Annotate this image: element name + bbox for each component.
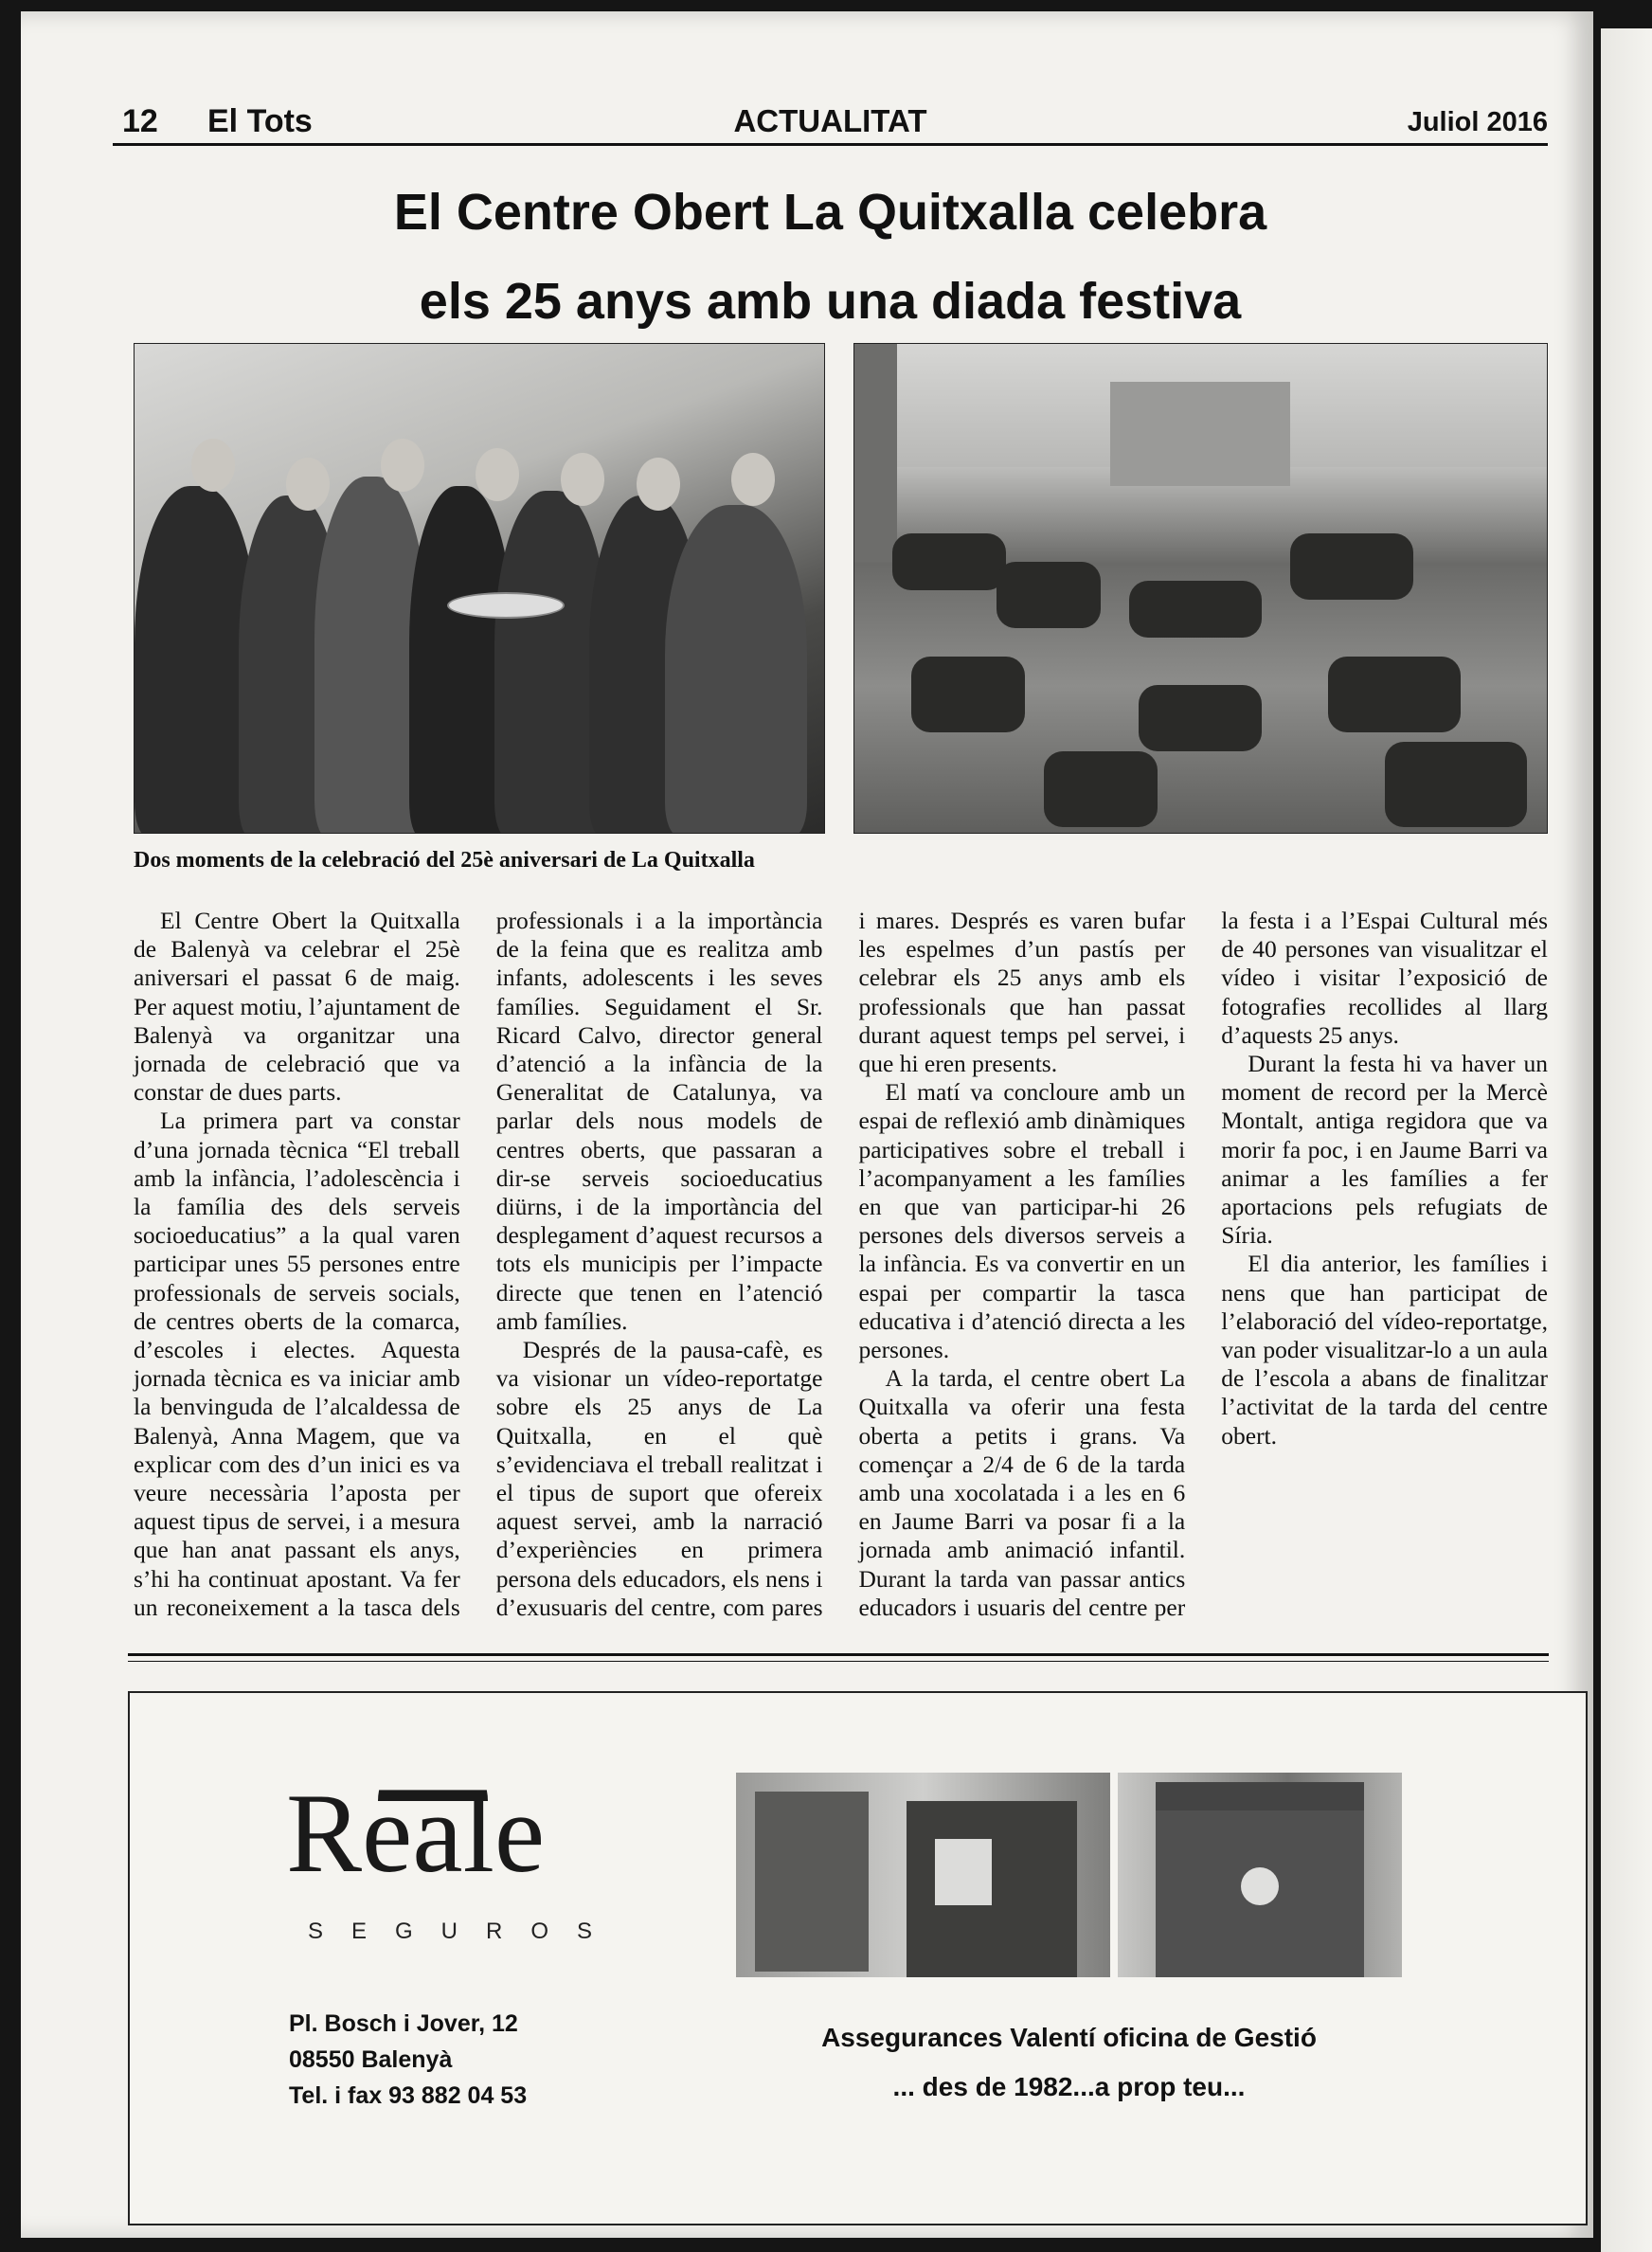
divider [128, 1653, 1549, 1656]
address-line: 08550 Balenyà [289, 2046, 453, 2073]
page-number: 12 [122, 103, 158, 139]
title-line-1: El Centre Obert La Quitxalla celebra [393, 184, 1267, 241]
paragraph: La primera part va constar d’una jornada tècnica “El treball amb la infància, l’adolescència i la família des dels serveis socioeducatius” a la qual varen participar unes 55 persones entre professionals de serveis socials, de centres oberts de la comarca, d’escoles i electes. Aquesta jornada tècnica es va iniciar amb la benvinguda de l’alcaldessa de Balenyà, Anna Magem, que va explicar com des d’un inici es va veure necessària l’aposta per aquest tipus de servei, i a mesura que han anat passant els anys, s’hi ha continuat apostant. Va fer un reconeixement a la tasca dels professionals i a la importància de la feina que es realitza amb infants, adolescents i les seves famílies. Seguidament el Sr. Ricard Calvo, director general d’atenció a la infància de la Generalitat de Catalunya, va parlar dels nous models de centres oberts, que passaran a dir-se serveis socioeducatius diürns, i de la importància del desplegament d’aquest recursos a tots els municipis per l’impacte directe que tenen en l’atenció amb famílies. [134, 907, 823, 1621]
newspaper-page [21, 11, 1593, 2238]
photo-caption: Dos moments de la celebració del 25è aniversari de La Quitxalla [134, 848, 755, 873]
tagline-line: ... des de 1982...a prop teu... [892, 2072, 1246, 2101]
page-header [113, 101, 1548, 146]
advertisement [128, 1691, 1588, 2225]
ad-tagline [736, 2013, 1402, 2112]
paragraph: El dia anterior, les famílies i nens que han participat de l’elaboració del vídeo-reportatge, van poder visualitzar-lo a un aula de l’escola a abans de finalitzar l’activitat de la tarda del centre obert. [1221, 1250, 1548, 1450]
article-title [113, 168, 1548, 346]
photo-outdoor-party [853, 343, 1548, 834]
title-line-2: els 25 anys amb una diada festiva [419, 273, 1242, 330]
reale-logo: Reale [286, 1770, 546, 1896]
next-page-edge [1601, 28, 1652, 2252]
paragraph: El Centre Obert la Quitxalla de Balenyà va celebrar el 25è aniversari el passat 6 de maig. Per aquest motiu, l’ajuntament de Balenyà va organitzar una jornada de celebració que va constar de dues parts. [134, 907, 460, 1107]
paragraph: A la tarda, el centre obert La Quitxalla va oferir una festa oberta a petits i grans. Va començar a 2/4 de 6 de la tarda amb una xocolatada i a les en 6 en Jaume Barri va posar fi a la jornada amb animació infantil. Durant la tarda van passar antics educadors i usuaris del centre per la festa i a l’Espai Cultural més de 40 persones van visualitzar el vídeo i visitar l’exposició de fotografies recollides al llarg d’aquests 25 anys. [858, 907, 1548, 1621]
photo-cake-celebration [134, 343, 825, 834]
divider [128, 1661, 1549, 1662]
article-body [134, 907, 1548, 1636]
address-line: Pl. Bosch i Jover, 12 [289, 2010, 518, 2037]
publication-name: El Tots [207, 103, 313, 139]
office-photo [736, 1773, 1110, 1977]
paragraph: Durant la festa hi va haver un moment de record per la Mercè Montalt, antiga regidora que va morir fa poc, i en Jaume Barri va animar a les famílies a fer aportacions pels refugiats de Síria. [1221, 1050, 1548, 1250]
section-name: ACTUALITAT [733, 103, 927, 138]
reale-logo-subtitle: SEGUROS [308, 1919, 621, 1944]
ad-address [289, 2006, 527, 2114]
phone-line: Tel. i fax 93 882 04 53 [289, 2082, 528, 2109]
office-photo [1118, 1773, 1402, 1977]
paragraph: Després de la pausa-cafè, es va visionar un vídeo-reportatge sobre els 25 anys de La Quitxalla, en el què s’evidenciava el treball realitzat i el tipus de suport que ofereix aquest servei, amb la narració d’experiències en primera persona dels educadors, els nens i d’exusuaris del centre, com pares i mares. Després es varen bufar les espelmes d’un pastís per celebrar els 25 anys amb els professionals que han passat durant aquest temps pel servei, i que hi eren presents. [495, 907, 1186, 1621]
paragraph: El matí va concloure amb un espai de reflexió amb dinàmiques participatives sobre el treball i l’acompanyament a les famílies en que van participar-hi 26 persones dels diversos serveis a la infància. Es va convertir en un espai per compartir la tasca educativa i d’atenció directa a les persones. [858, 1078, 1186, 1364]
issue-date: Juliol 2016 [1407, 107, 1548, 137]
tagline-line: Assegurances Valentí oficina de Gestió [821, 2023, 1317, 2052]
